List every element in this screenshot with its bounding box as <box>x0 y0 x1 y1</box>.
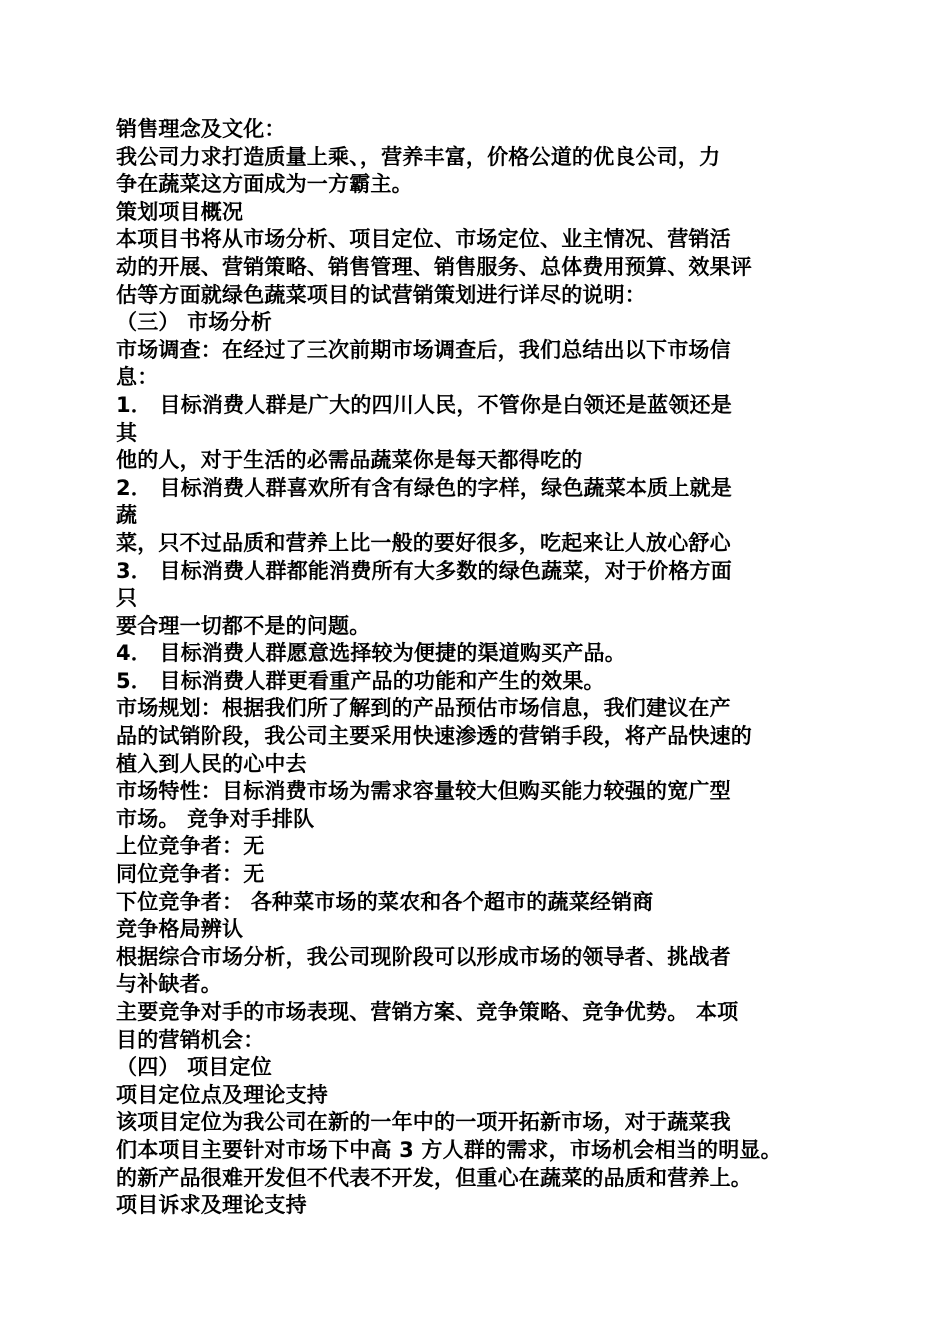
paragraph-line: 息： <box>116 365 159 390</box>
heading-sales-philosophy: 销售理念及文化： <box>116 117 286 141</box>
list-item-line: 他的人，对于生活的必需品蔬菜你是每天都得吃的 <box>116 448 583 473</box>
paragraph-line: 市场。 竞争对手排队 <box>116 806 315 831</box>
heading-project-appeal: 项目诉求及理论支持 <box>116 1193 307 1218</box>
paragraph-line: 与补缺者。 <box>116 972 222 997</box>
list-item-line: 要合理一切都不是的问题。 <box>116 613 371 638</box>
list-item-line: 1． 目标消费人群是广大的四川人民，不管你是白领还是蓝领还是 <box>116 392 732 417</box>
heading-positioning-support: 项目定位点及理论支持 <box>116 1082 328 1107</box>
section-heading-project-positioning: （四） 项目定位 <box>116 1055 272 1080</box>
list-item-line: 3． 目标消费人群都能消费所有大多数的绿色蔬菜，对于价格方面 <box>116 558 732 583</box>
list-item-line: 蔬 <box>116 503 138 528</box>
paragraph-line: 市场特性：目标消费市场为需求容量较大但购买能力较强的宽广型 <box>116 779 731 804</box>
paragraph-line: 本项目书将从市场分析、项目定位、市场定位、业主情况、营销活 <box>116 227 731 252</box>
list-item-line: 2． 目标消费人群喜欢所有含有绿色的字样，绿色蔬菜本质上就是 <box>116 475 732 500</box>
list-item-line: 4． 目标消费人群愿意选择较为便捷的渠道购买产品。 <box>116 641 626 666</box>
paragraph-line: 根据综合市场分析，我公司现阶段可以形成市场的领导者、挑战者 <box>116 944 731 969</box>
paragraph-line: 市场规划：根据我们所了解到的产品预估市场信息，我们建议在产 <box>116 696 731 721</box>
paragraph-line: 的新产品很难开发但不代表不开发，但重心在蔬菜的品质和营养上。 <box>116 1165 752 1190</box>
list-item-line: 5． 目标消费人群更看重产品的功能和产生的效果。 <box>116 668 605 693</box>
paragraph-line: 市场调查：在经过了三次前期市场调查后，我们总结出以下市场信 <box>116 337 731 362</box>
paragraph-line: 动的开展、营销策略、销售管理、销售服务、总体费用预算、效果评 <box>116 254 752 279</box>
heading-project-overview: 策划项目概况 <box>116 199 244 224</box>
paragraph-line: 下位竞争者： 各种菜市场的菜农和各个超市的蔬菜经销商 <box>116 889 654 914</box>
paragraph-line: 上位竞争者：无 <box>116 834 265 859</box>
paragraph-line: 争在蔬菜这方面成为一方霸主。 <box>116 172 413 197</box>
document-body <box>116 116 856 1220</box>
paragraph-line: 主要竞争对手的市场表现、营销方案、竞争策略、竞争优势。 本项 <box>116 1000 739 1024</box>
paragraph-line: 估等方面就绿色蔬菜项目的试营销策划进行详尽的说明： <box>116 282 646 307</box>
list-item-line: 其 <box>116 420 138 445</box>
list-item-line: 菜，只不过品质和营养上比一般的要好很多，吃起来让人放心舒心 <box>116 530 731 555</box>
list-item-line: 只 <box>116 586 138 611</box>
paragraph-line: 目的营销机会： <box>116 1027 265 1052</box>
heading-competition-landscape: 竞争格局辨认 <box>116 917 244 942</box>
paragraph-line: 我公司力求打造质量上乘、，营养丰富，价格公道的优良公司，力 <box>116 144 721 169</box>
paragraph-line: 们本项目主要针对市场下中高 3 方人群的需求，市场机会相当的明显。 <box>116 1137 782 1162</box>
section-heading-market-analysis: （三） 市场分析 <box>116 310 272 335</box>
paragraph-line: 品的试销阶段，我公司主要采用快速渗透的营销手段，将产品快速的 <box>116 724 752 749</box>
paragraph-line: 该项目定位为我公司在新的一年中的一项开拓新市场，对于蔬菜我 <box>116 1110 731 1135</box>
paragraph-line: 同位竞争者：无 <box>116 862 265 887</box>
paragraph-line: 植入到人民的心中去 <box>116 751 307 776</box>
